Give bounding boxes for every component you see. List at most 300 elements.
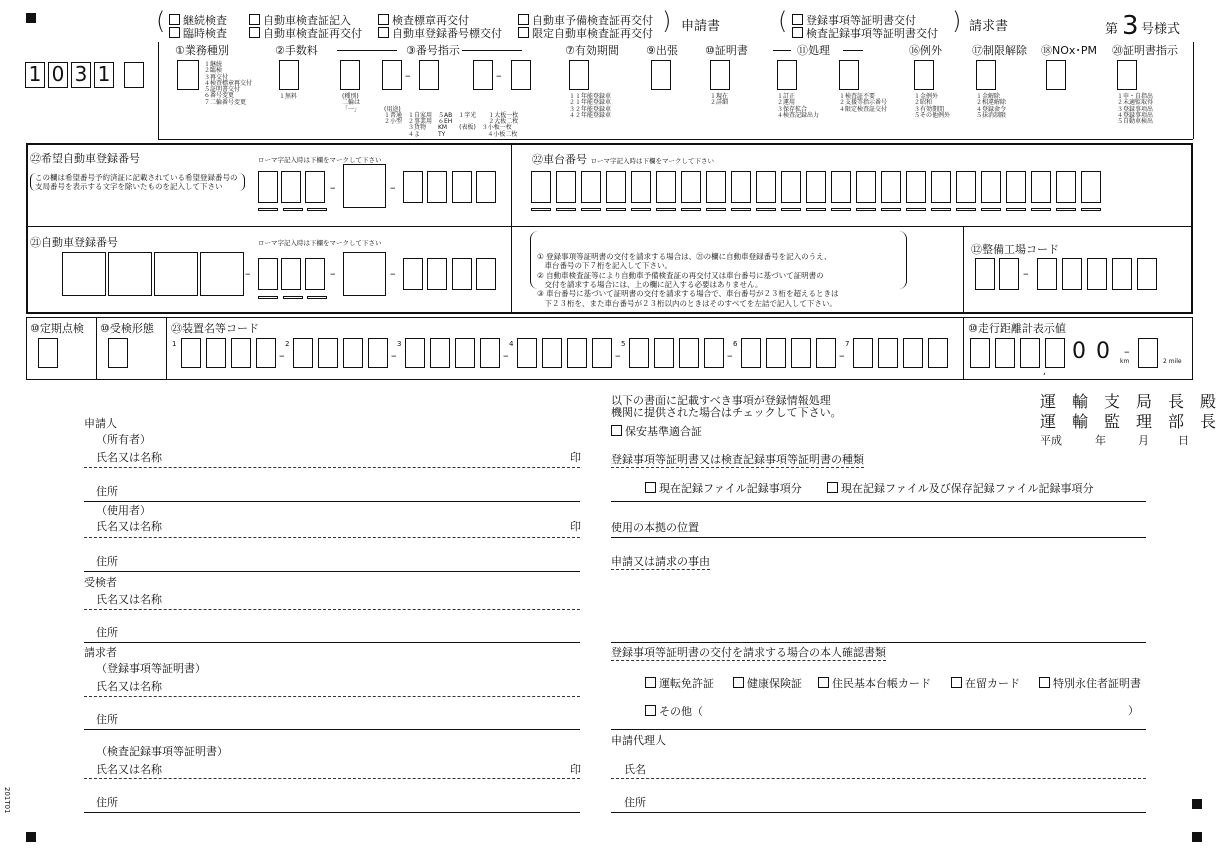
block-divider (96, 317, 97, 380)
requester-address-label: 住所 (96, 713, 118, 726)
periodic-label: ⑩定期点検 (30, 322, 84, 335)
date-day: 日 (1178, 434, 1189, 447)
dash: – (391, 349, 397, 362)
agent-label: 申請代理人 (611, 734, 666, 747)
process-input[interactable] (777, 60, 797, 90)
odometer-unit-input[interactable] (1138, 338, 1158, 368)
chassis-digit[interactable] (856, 171, 876, 203)
chassis-digit[interactable] (531, 171, 551, 203)
car-number-region-input[interactable] (154, 252, 198, 296)
id-docs-label: 登録事項等証明書の交付を請求する場合の本人確認書類 (611, 646, 886, 659)
dash: – (615, 349, 621, 362)
car-number-label: ㉑自動車登録番号 (30, 236, 118, 249)
chassis-digit[interactable] (1081, 171, 1101, 203)
insp-name-label: 氏名又は名称 (96, 763, 162, 776)
checkbox[interactable] (249, 27, 260, 38)
roman-mark[interactable] (606, 208, 626, 211)
block-divider (963, 226, 964, 314)
device-code-digit[interactable] (206, 338, 226, 368)
chassis-digit[interactable] (1056, 171, 1076, 203)
roman-mark[interactable] (556, 208, 576, 211)
id-option: 特別永住者証明書 (1039, 677, 1141, 689)
cert-instruction-input[interactable] (1117, 60, 1137, 90)
date-year: 年 (1095, 434, 1106, 447)
checkbox[interactable] (818, 677, 829, 688)
mile-unit: 2 mile (1163, 358, 1182, 365)
restriction-input[interactable] (976, 60, 996, 90)
seal-mark: 印 (570, 451, 581, 464)
form-number: 3 (1122, 11, 1139, 41)
garage-code-digit[interactable] (999, 258, 1019, 290)
user-label: （使用者） (96, 504, 151, 517)
roman-mark[interactable] (906, 208, 926, 211)
header-opts-d: 自動車予備検査証再交付 限定自動車検査証再交付 (518, 14, 653, 40)
inspect-form-input[interactable] (108, 338, 128, 368)
field-label: ⑯例外 (909, 44, 942, 57)
garage-code-digit[interactable] (975, 258, 995, 290)
dash: – (330, 181, 336, 194)
field-label: ②手数料 (275, 44, 318, 57)
periodic-input[interactable] (38, 338, 58, 368)
field-label: ⑨出張 (646, 44, 678, 57)
field-label: ⑱NOx･PM (1041, 44, 1098, 57)
examinee-address-label: 住所 (96, 626, 118, 639)
dash: – (1124, 345, 1130, 358)
roman-mark[interactable] (781, 208, 801, 211)
examinee-name-line[interactable] (84, 609, 580, 610)
car-number-region-input[interactable] (108, 252, 152, 296)
roman-mark[interactable] (731, 208, 751, 211)
form-code-box[interactable] (124, 62, 144, 88)
dash: – (330, 267, 336, 280)
device-code-digit[interactable] (629, 338, 649, 368)
examinee-address-line[interactable] (84, 642, 580, 643)
agent-address-label: 住所 (624, 796, 646, 809)
garage-code-label: ⑫整備工場コード (971, 243, 1059, 256)
insp-address-line[interactable] (84, 812, 580, 813)
chassis-digit[interactable] (706, 171, 726, 203)
number-plate-input[interactable] (511, 60, 531, 90)
device-code-digit[interactable] (567, 338, 587, 368)
field-options: １申・自指出 ２未適監取得 ３登録事項出 ４登録事項出 ５自動車検出 (1117, 93, 1154, 126)
roman-mark[interactable] (258, 208, 278, 211)
checkbox[interactable] (645, 677, 656, 688)
car-number-class-input[interactable] (258, 258, 278, 290)
roman-mark[interactable] (931, 208, 951, 211)
fee-input[interactable] (279, 60, 299, 90)
open-paren: ( (156, 7, 166, 35)
car-number-digit[interactable] (427, 258, 447, 290)
id-other: その他（ (645, 705, 703, 717)
roman-mark[interactable] (307, 208, 327, 211)
roman-mark[interactable] (756, 208, 776, 211)
field-label: ⑰制限解除 (972, 44, 1027, 57)
roman-mark[interactable] (1006, 208, 1026, 211)
dash: – (727, 349, 733, 362)
checkbox[interactable] (1039, 677, 1050, 688)
hope-number-digit[interactable] (403, 171, 423, 203)
chassis-digit[interactable] (606, 171, 626, 203)
chassis-digit[interactable] (906, 171, 926, 203)
side-code: 201T01 (3, 787, 11, 814)
car-number-class-input[interactable] (281, 258, 301, 290)
close-paren: ) (952, 7, 962, 35)
garage-code-digit[interactable] (1087, 258, 1107, 290)
chassis-digit[interactable] (631, 171, 651, 203)
roman-mark[interactable] (831, 208, 851, 211)
device-code-digit[interactable] (517, 338, 537, 368)
agent-name-line[interactable] (611, 778, 1146, 779)
cert-option: 現在記録ファイル及び保存記録ファイル記録事項分 (827, 482, 1094, 494)
instruction-notes: ① 登録事項等証明書の交付を請求する場合は、㉑の欄に自動車登録番号を記入のうえ、 車台番号の下７桁を記入して下さい。 ② 自動車検査証等により自動車予備検査証の再交付又は車台番号に基づいて証明書の 交付を請求する場合には、上の欄に記入する必要はありません。 ③ 車台番号に基づいて証明書の交付を請求する場合で、車台番号が２３桁を超えるときは 下２３桁を、また車台番号が２３桁以内のときはそのすべてを左詰で記入して下さい。 (530, 231, 907, 289)
field-options: １無料 (279, 93, 298, 100)
chassis-digit[interactable] (756, 171, 776, 203)
chassis-digit[interactable] (981, 171, 1001, 203)
field-label: ③番号指示 (406, 44, 460, 57)
number-plate-input[interactable] (473, 60, 493, 90)
roman-mark[interactable] (307, 296, 327, 299)
checkbox[interactable] (827, 482, 838, 493)
garage-code-digit[interactable] (1137, 258, 1157, 290)
request-label: 請求書 (969, 19, 1009, 34)
dash: – (279, 349, 285, 362)
bracket-line (462, 50, 522, 51)
hope-number-input[interactable] (281, 171, 301, 203)
checkbox[interactable] (378, 27, 389, 38)
roman-mark[interactable] (531, 208, 551, 211)
agent-address-line[interactable] (611, 812, 1146, 813)
device-code-label: ㉓装置名等コード (171, 322, 259, 335)
id-option: 住民基本台帳カード (818, 677, 931, 689)
form-code-box: 1 (94, 62, 114, 88)
device-code-digit[interactable] (181, 338, 201, 368)
device-code-digit[interactable] (231, 338, 251, 368)
car-number-digit[interactable] (476, 258, 496, 290)
id-line (611, 729, 1146, 730)
device-code-digit[interactable] (430, 338, 450, 368)
number-use-input[interactable] (419, 60, 439, 90)
device-code-digit[interactable] (704, 338, 724, 368)
device-code-digit[interactable] (480, 338, 500, 368)
chassis-digit[interactable] (656, 171, 676, 203)
block-divider (963, 317, 964, 380)
field-label: ⑳証明書指示 (1112, 44, 1178, 57)
owner-name-label: 氏名又は名称 (96, 451, 162, 464)
registration-mark (1192, 799, 1202, 809)
checkbox[interactable] (169, 27, 180, 38)
car-number-region-input[interactable] (62, 252, 106, 296)
odometer-digit[interactable] (970, 338, 990, 368)
dash: – (390, 267, 396, 280)
field-options: (種別) 二輪は 「一」 (342, 93, 361, 113)
checkbox[interactable] (733, 677, 744, 688)
chassis-digit[interactable] (781, 171, 801, 203)
device-code-digit[interactable] (318, 338, 338, 368)
checkbox[interactable] (518, 27, 529, 38)
car-number-digit[interactable] (452, 258, 472, 290)
requester-name-line[interactable] (84, 696, 580, 697)
base-line[interactable] (611, 537, 1146, 538)
owner-address-line[interactable] (84, 501, 580, 502)
group-number: 6 (733, 340, 738, 348)
hope-number-kana-input[interactable] (343, 164, 386, 208)
hope-number-input[interactable] (258, 171, 278, 203)
header-opts-c: 検査標章再交付 自動車登録番号標交付 (378, 14, 502, 40)
checkbox[interactable] (378, 14, 389, 25)
hope-number-digit[interactable] (427, 171, 447, 203)
odometer-digit[interactable] (995, 338, 1015, 368)
car-number-region-input[interactable] (200, 252, 244, 296)
block-divider (26, 226, 1193, 227)
registration-mark (26, 13, 36, 23)
user-address-label: 住所 (96, 555, 118, 568)
odometer-digit[interactable] (1045, 338, 1065, 368)
block-divider (511, 143, 512, 314)
seal-mark: 印 (570, 763, 581, 776)
owner-name-line[interactable] (84, 467, 580, 468)
dash: – (390, 181, 396, 194)
requester-label: 請求者 (84, 646, 117, 659)
bracket-line (843, 50, 863, 51)
roman-note: ローマ字記入時は下欄をマークして下さい (258, 239, 382, 247)
base-label: 使用の本拠の位置 (611, 521, 699, 534)
chassis-digit[interactable] (1031, 171, 1051, 203)
business-type-input[interactable] (177, 60, 199, 90)
reg-cert-label: （登録事項等証明書） (96, 662, 206, 675)
roman-mark[interactable] (806, 208, 826, 211)
comma: , (1043, 367, 1046, 377)
km-unit: km (1120, 358, 1130, 365)
requester-address-line[interactable] (84, 729, 580, 730)
form-code-box: 3 (71, 62, 91, 88)
reason-label: 申請又は請求の事由 (611, 555, 710, 568)
block-divider (166, 317, 167, 380)
user-name-label: 氏名又は名称 (96, 520, 162, 533)
agent-name-label: 氏名 (624, 763, 646, 776)
device-code-digit[interactable] (741, 338, 761, 368)
insp-address-label: 住所 (96, 796, 118, 809)
header-opts-e: 登録事項等証明書交付 検査記録事項等証明書交付 (792, 14, 938, 40)
car-number-class-input[interactable] (305, 258, 325, 290)
car-number-kana-input[interactable] (343, 252, 386, 296)
chassis-digit[interactable] (881, 171, 901, 203)
field-label: ①業務種別 (175, 44, 229, 57)
checkbox[interactable] (611, 425, 622, 436)
roman-mark[interactable] (283, 296, 303, 299)
device-code-digit[interactable] (679, 338, 699, 368)
cert-line (611, 501, 1146, 502)
checkbox[interactable] (645, 482, 656, 493)
process-input[interactable] (839, 60, 859, 90)
device-code-digit[interactable] (293, 338, 313, 368)
chassis-digit[interactable] (806, 171, 826, 203)
car-number-digit[interactable] (403, 258, 423, 290)
garage-code-digit[interactable] (1112, 258, 1132, 290)
field-block-border (1193, 42, 1194, 139)
apply-label: 申請書 (681, 19, 721, 34)
hope-number-digit[interactable] (452, 171, 472, 203)
roman-note: ローマ字記入時は下欄をマークして下さい (258, 156, 382, 164)
registration-mark (1192, 832, 1202, 842)
roman-mark[interactable] (631, 208, 651, 211)
roman-mark[interactable] (1031, 208, 1051, 211)
field-options: (用途) １普通 １自家用 ５AB １字光 １大板一枚 ２小型 ２事業用 ６EH ２大板二枚 ３貨物 KM (表板) ３小板一枚 ４よ TY ４小板二枚 (384, 105, 519, 138)
checkbox[interactable] (169, 14, 180, 25)
odometer-label: ⑩走行距離計表示値 (968, 322, 1066, 335)
number-use-input[interactable] (382, 60, 402, 90)
chassis-digit[interactable] (956, 171, 976, 203)
roman-mark[interactable] (856, 208, 876, 211)
dash: – (405, 69, 411, 82)
cert-option: 現在記録ファイル記録事項分 (645, 482, 802, 494)
date-era: 平成 (1040, 434, 1062, 447)
hope-number-label: ㉒希望自動車登録番号 (30, 152, 140, 165)
roman-mark[interactable] (283, 208, 303, 211)
checkbox[interactable] (951, 677, 962, 688)
odometer-digit[interactable] (1020, 338, 1040, 368)
dash: – (1023, 267, 1029, 280)
id-option: 在留カード (951, 677, 1020, 689)
id-other-close: ） (1128, 704, 1139, 717)
applicant-label: 申請人 (84, 417, 117, 430)
id-option: 健康保険証 (733, 677, 802, 689)
field-options: １継続 ２臨検 ３再交付 ４検査標章再交付 ５証明書交付 ６番号変更 ７二輪番号変更 (204, 61, 253, 106)
validity-input[interactable] (569, 60, 589, 90)
form-code-box: 1 (25, 62, 45, 88)
dispatch-input[interactable] (651, 60, 671, 90)
device-code-digit[interactable] (256, 338, 276, 368)
examinee-name-label: 氏名又は名称 (96, 593, 162, 606)
checkbox[interactable] (792, 27, 803, 38)
exception-input[interactable] (914, 60, 934, 90)
field-block-border (158, 42, 159, 139)
certificate-input[interactable] (710, 60, 730, 90)
authority: 運 輸 支 局 長 殿 運 輸 監 理 部 長 (1040, 392, 1217, 431)
safety-check: 保安基準適合証 (611, 425, 702, 437)
garage-code-digit[interactable] (1062, 258, 1082, 290)
bracket-line (337, 50, 397, 51)
close-paren: ) (662, 7, 672, 35)
inspect-form-label: ⑩受検形態 (100, 322, 154, 335)
device-code-digit[interactable] (343, 338, 363, 368)
chassis-digit[interactable] (1006, 171, 1026, 203)
device-code-digit[interactable] (654, 338, 674, 368)
group-number: 3 (397, 340, 402, 348)
reason-line[interactable] (611, 642, 1146, 643)
user-name-line[interactable] (84, 537, 580, 538)
form-pre: 第 (1105, 22, 1119, 37)
field-options: １金例外 ２昭和 ３有効期間 ５その他例外 (914, 93, 951, 119)
device-code-digit[interactable] (878, 338, 898, 368)
field-options: １現在 ２詳細 (710, 93, 729, 107)
insp-cert-label: （検査記録事項等証明書） (96, 745, 228, 758)
chassis-digit[interactable] (731, 171, 751, 203)
group-number: 7 (845, 340, 850, 348)
form-code-box: 0 (48, 62, 68, 88)
field-label: ⑪処理 (797, 44, 830, 57)
device-code-digit[interactable] (405, 338, 425, 368)
group-number: 4 (509, 340, 514, 348)
chassis-digit[interactable] (681, 171, 701, 203)
device-code-digit[interactable] (816, 338, 836, 368)
owner-label: （所有者） (96, 433, 151, 446)
checkbox[interactable] (518, 14, 529, 25)
group-number: 1 (172, 340, 177, 348)
hope-number-digit[interactable] (476, 171, 496, 203)
odometer-zero: 0 (1072, 339, 1086, 364)
device-code-digit[interactable] (791, 338, 811, 368)
header-opts-a: 継続検査 臨時検査 (169, 14, 227, 40)
id-option: 運転免許証 (645, 677, 714, 689)
field-block-border (158, 139, 1193, 140)
number-type-input[interactable] (340, 60, 360, 90)
chassis-digit[interactable] (931, 171, 951, 203)
roman-mark[interactable] (681, 208, 701, 211)
field-label: ⑩証明書 (705, 44, 748, 57)
device-code-digit[interactable] (853, 338, 873, 368)
owner-address-label: 住所 (96, 485, 118, 498)
chassis-digit[interactable] (581, 171, 601, 203)
roman-mark[interactable] (1081, 208, 1101, 211)
bracket-line (773, 50, 791, 51)
checkbox[interactable] (792, 14, 803, 25)
nox-pm-input[interactable] (1046, 60, 1066, 90)
seal-mark: 印 (570, 520, 581, 533)
cert-type-label: 登録事項等証明書又は検査記録事項等証明書の種類 (611, 453, 864, 466)
chassis-label: ㉒車台番号 ローマ字記入時は下欄をマークして下さい (532, 153, 714, 166)
roman-mark[interactable] (1056, 208, 1076, 211)
field-label: ⑦有効期間 (565, 44, 619, 57)
odometer-zero: 0 (1096, 339, 1110, 364)
device-code-digit[interactable] (542, 338, 562, 368)
device-code-digit[interactable] (928, 338, 948, 368)
form-post: 号様式 (1141, 22, 1181, 37)
roman-mark[interactable] (581, 208, 601, 211)
registration-mark (26, 832, 36, 842)
hope-number-input[interactable] (305, 171, 325, 203)
garage-code-digit[interactable] (1037, 258, 1057, 290)
device-code-digit[interactable] (455, 338, 475, 368)
device-code-digit[interactable] (766, 338, 786, 368)
roman-mark[interactable] (258, 296, 278, 299)
group-number: 5 (621, 340, 626, 348)
device-code-digit[interactable] (903, 338, 923, 368)
intro-text: 以下の書面に記載すべき事項が登録情報処理 機関に提供された場合はチェックして下さい。 (611, 394, 842, 419)
group-number: 2 (285, 340, 290, 348)
field-options: １訂正 ２運用 ３保存拡合 ４検査記録出力 (777, 93, 820, 119)
checkbox[interactable] (249, 14, 260, 25)
roman-mark[interactable] (656, 208, 676, 211)
roman-mark[interactable] (956, 208, 976, 211)
chassis-digit[interactable] (556, 171, 576, 203)
roman-mark[interactable] (881, 208, 901, 211)
field-options: １検査証不要 ２支援等指示番号 ４限定検査証交付 (839, 93, 888, 113)
user-address-line[interactable] (84, 571, 580, 572)
requester-name-label: 氏名又は名称 (96, 680, 162, 693)
insp-name-line[interactable] (84, 778, 580, 779)
chassis-digit[interactable] (831, 171, 851, 203)
dash: – (496, 69, 502, 82)
roman-mark[interactable] (981, 208, 1001, 211)
examinee-label: 受検者 (84, 576, 117, 589)
field-options: １１年能登録車 ２１年能登録車 ３２年能登録車 ４２年能登録車 (569, 93, 612, 119)
device-code-digit[interactable] (368, 338, 388, 368)
dash: – (503, 349, 509, 362)
hope-number-note: この欄は希望番号予約済証に記載されている希望登録番号の支局番号を表示する文字を除いたものを記入して下さい (30, 173, 245, 191)
checkbox[interactable] (645, 705, 656, 716)
device-code-digit[interactable] (592, 338, 612, 368)
roman-mark[interactable] (706, 208, 726, 211)
